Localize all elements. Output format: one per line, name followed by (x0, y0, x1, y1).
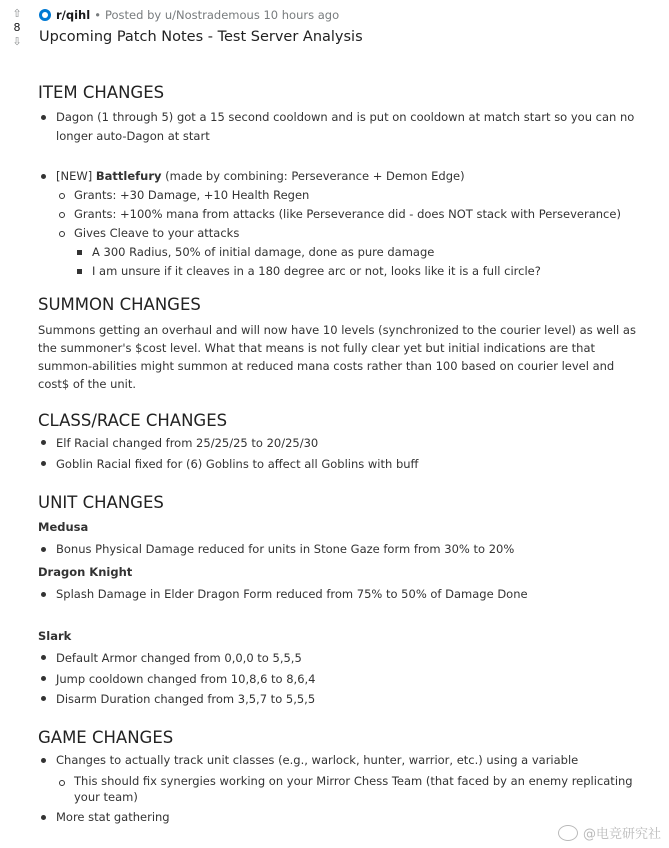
post-title[interactable]: Upcoming Patch Notes - Test Server Analysis (39, 29, 363, 45)
list-item: This should fix synergies working on your Mirror Chess Team (that faced by an enemy replicating your team) (56, 773, 648, 805)
unit-name-slark: Slark (38, 629, 72, 643)
list-item: Goblin Racial fixed for (6) Goblins to affect all Goblins with buff (38, 454, 648, 475)
list-item: I am unsure if it cleaves in a 180 degree arc or not, looks like it is a full circle? (74, 262, 648, 281)
battlefury-list (38, 167, 648, 281)
summon-text: Summons getting an overhaul and will now have 10 levels (synchronized to the courier level) as well as the summoner's $cost level. What that means is not fully clear yet but initial indications are that summon-abilities might summon at reduced mana costs rather than 100 based on courier level and cost$ of the unit. (38, 323, 636, 391)
list-item: Grants: +100% mana from attacks (like Perseverance did - does NOT stack with Perseverance) (56, 205, 648, 224)
list-item: Gives Cleave to your attacks A 300 Radius, 50% of initial damage, done as pure damage I am unsure if it cleaves in a 180 degree arc or not, looks like it is a full circle? (56, 224, 648, 281)
section-heading-game: GAME CHANGES (38, 727, 174, 747)
list-item: Jump cooldown changed from 10,8,6 to 8,6,4 (38, 669, 648, 690)
list-item: Changes to actually track unit classes (e.g., warlock, hunter, warrior, etc.) using a variable This should fix synergies working on your Mirror Chess Team (that faced by an enemy replicating your team) (38, 751, 648, 805)
list-item: Bonus Physical Damage reduced for units in Stone Gaze form from 30% to 20% (38, 540, 648, 559)
list-item: Splash Damage in Elder Dragon Form reduced from 75% to 50% of Damage Done (38, 585, 648, 604)
upvote-arrow-icon[interactable]: ⇧ (12, 7, 22, 20)
post-meta (39, 8, 339, 22)
list-item: Disarm Duration changed from 3,5,7 to 5,5,5 (38, 689, 648, 710)
watermark (558, 823, 661, 842)
section-heading-summon: SUMMON CHANGES (38, 295, 201, 314)
game-sublist (56, 773, 648, 805)
downvote-arrow-icon[interactable]: ⇩ (12, 35, 22, 48)
battlefury-sublist (56, 186, 648, 281)
list-item: A 300 Radius, 50% of initial damage, done as pure damage (74, 243, 648, 262)
vote-count: 8 (13, 21, 21, 34)
subreddit-icon[interactable] (39, 9, 51, 21)
unit-name-medusa: Medusa (38, 520, 89, 534)
post-body (38, 82, 648, 827)
vote-column (8, 8, 26, 48)
section-heading-items: ITEM CHANGES (38, 83, 165, 102)
list-item: Dagon (1 through 5) got a 15 second cooldown and is put on cooldown at match start so you can no longer auto-Dagon at start (38, 108, 648, 146)
list-item: Grants: +30 Damage, +10 Health Regen (56, 186, 648, 205)
game-list (38, 751, 648, 827)
cleave-sublist (74, 243, 648, 281)
watermark-text: @电竞研究社 (582, 827, 661, 842)
class-list (38, 433, 648, 475)
medusa-list (38, 540, 648, 559)
subreddit-link[interactable]: r/qihl (56, 8, 91, 22)
weibo-icon (558, 825, 578, 841)
unit-name-dragon-knight: Dragon Knight (38, 565, 133, 579)
section-heading-unit: UNIT CHANGES (38, 493, 164, 512)
posted-by[interactable]: Posted by u/Nostrademous 10 hours ago (104, 8, 340, 22)
list-item: Default Armor changed from 0,0,0 to 5,5,5 (38, 648, 648, 669)
dk-list (38, 585, 648, 604)
battlefury-name: Battlefury (95, 169, 162, 183)
item-list (38, 108, 648, 146)
list-item: Elf Racial changed from 25/25/25 to 20/25/30 (38, 433, 648, 454)
section-heading-class: CLASS/RACE CHANGES (38, 411, 228, 430)
list-item: More stat gathering (38, 808, 648, 827)
meta-separator: • (94, 8, 101, 22)
slark-list (38, 648, 648, 710)
list-item: [NEW] Battlefury (made by combining: Perseverance + Demon Edge) Grants: +30 Damage, +10 Health Regen Grants: +100% mana from attacks (like Perseverance did - does NOT stack with Perseverance) Gives Cleave to your attacks A 300 Radius, 50% of initial damage, done as pure damage I am unsure if it cleaves in a 180 degree arc or not, looks like it is a full circle? (38, 167, 648, 281)
